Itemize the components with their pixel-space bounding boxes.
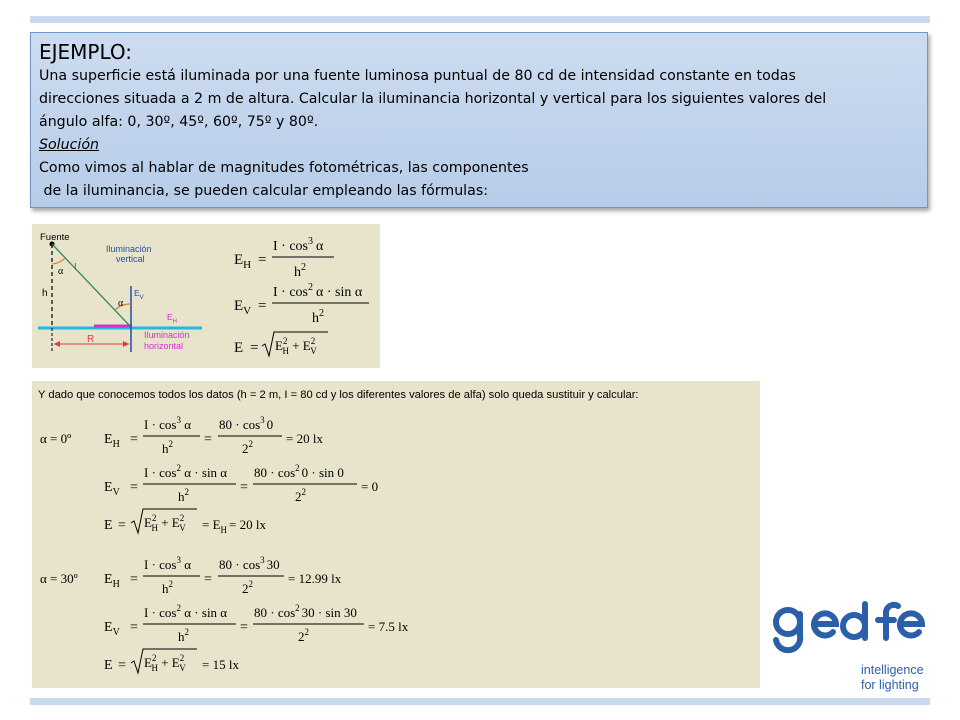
alpha-label-target: α (118, 298, 124, 309)
svg-text:=: = (130, 620, 138, 635)
vertical-label-2: vertical (116, 254, 145, 264)
source-label: Fuente (40, 232, 70, 243)
svg-text:80 · cos330: $80 \cdot \cos^3 30$ (219, 555, 280, 572)
problem-line-1: Una superficie está iluminada por una fuente luminosa puntual de 80 cd de intensidad constante en todas (39, 68, 796, 84)
svg-text:EV: $E_V$ (104, 480, 120, 498)
svg-text:h2: $h^2$ (294, 262, 306, 280)
case1-e (104, 509, 266, 535)
example-title: EJEMPLO: (39, 40, 133, 64)
svg-text:=: = (118, 658, 126, 673)
calculation-svg (32, 381, 760, 688)
problem-line-2: direcciones situada a 2 m de altura. Calcular la iluminancia horizontal y vertical para los siguientes valores del (39, 91, 827, 107)
svg-text:I · cos3α: $I \cdot \cos^3 \alpha$ (273, 236, 324, 254)
case2-e (104, 649, 239, 673)
solution-line-1: Como vimos al hablar de magnitudes fotométricas, las componentes (39, 160, 529, 176)
svg-text:h2: $h^2$ (162, 439, 173, 456)
svg-text:E2H + E2V: $E^2$ $H + E^2$ V (144, 653, 186, 673)
formula-e (234, 332, 328, 356)
svg-text:= 0: = 0 (361, 479, 379, 494)
case1-eh (104, 415, 323, 456)
svg-text:h2: $h^2$ (178, 627, 189, 644)
case2-eh (104, 555, 342, 596)
case1-ev (104, 463, 378, 504)
gedfe-logo (770, 600, 930, 695)
bottom-decor-bar (30, 698, 930, 705)
svg-text:E2H + E2V: $E^2$ $H + E^2$ V (275, 336, 317, 356)
formula-eh (234, 236, 334, 280)
svg-text:22: $2^2$ (242, 439, 253, 456)
svg-text:= EH= 20 lx: = $E_H = 20$ lx (202, 517, 266, 535)
svg-text:h2: $h^2$ (162, 579, 173, 596)
problem-line-3: ángulo alfa: 0, 30º, 45º, 60º, 75º y 80º. (39, 114, 319, 130)
solution-label: Solución (39, 137, 100, 153)
svg-text:I · cos3 α: $I \cdot \cos^3 \alpha$ (144, 555, 192, 572)
top-decor-bar (30, 16, 930, 23)
alpha-arc-top (52, 258, 65, 264)
svg-text:I · cos2 α · sin α: $I \cdot \cos^2 \alpha \cdot \sin \alpha$ (144, 463, 228, 480)
svg-text:80 · cos30: $80 \cdot \cos^3 0$ (219, 415, 274, 432)
svg-text:=: = (204, 572, 212, 587)
logo-tagline-1: intelligence (861, 663, 924, 677)
logo-tagline-2: for lighting (861, 678, 919, 692)
case1-label: α = 0º (40, 431, 72, 446)
solution-line-2: de la iluminancia, se pueden calcular empleando las fórmulas: (39, 183, 488, 199)
svg-text:=: = (130, 572, 138, 587)
svg-text:= 12.99 lx: = 12.99 lx (288, 571, 342, 586)
svg-text:22: $2^2$ (242, 579, 253, 596)
svg-text:=: = (130, 432, 138, 447)
svg-text:E2H + E2V: $E^2$ $H + E^2$ V (144, 513, 186, 533)
svg-text:=: = (240, 480, 248, 495)
svg-text:=: = (240, 620, 248, 635)
illuminance-diagram (32, 224, 380, 368)
svg-text:22: $2^2$ (295, 487, 306, 504)
horizontal-label-2: horizontal (144, 341, 184, 351)
svg-text:= 7.5 lx: = 7.5 lx (368, 619, 409, 634)
svg-text:= 20 lx: = 20 lx (286, 431, 323, 446)
svg-text:=: = (118, 518, 126, 533)
ev-label: $E_V$ (134, 288, 144, 301)
svg-text:EV: $E_V$ (104, 620, 120, 638)
calculation-panel (32, 381, 760, 688)
gedfe-wordmark-logo (770, 600, 930, 662)
formula-ev (234, 282, 369, 326)
svg-text:=: = (258, 252, 267, 268)
case2-ev (104, 603, 409, 644)
intensity-label: I (74, 262, 77, 273)
svg-text:h2: $h^2$ (178, 487, 189, 504)
svg-text:E: E (104, 518, 113, 533)
r-arrow-head-left (54, 341, 60, 347)
svg-text:h2: $h^2$ (312, 308, 324, 326)
calc-intro: Y dado que conocemos todos los datos (h = 2 m, I = 80 cd y los diferentes valores de alfa) solo queda sustituir y calcular: (38, 389, 639, 401)
svg-text:22: $2^2$ (298, 627, 309, 644)
diagram-formula-panel (32, 224, 380, 368)
svg-text:80 · cos20 · sin 0: $80 \cdot \cos^2 0 \cdot \sin 0$ (254, 463, 344, 480)
horizontal-label-1: Iluminación (144, 330, 190, 340)
svg-text:EH: $E_H$ (234, 252, 252, 271)
svg-text:I · cos2 α · sin α: $I \cdot \cos^2 \alpha \cdot \sin \alpha$ (144, 603, 228, 620)
svg-text:=: = (204, 432, 212, 447)
example-box (30, 32, 928, 208)
svg-text:EH: $E_H$ (104, 572, 120, 590)
svg-text:= 15 lx: = 15 lx (202, 657, 239, 672)
vertical-label-1: Iluminación (106, 244, 152, 254)
height-label: h (42, 288, 48, 299)
svg-text:EH: $E_H$ (104, 432, 120, 450)
svg-text:E: E (104, 658, 113, 673)
svg-text:EV: $E_V$ (234, 298, 252, 317)
svg-text:=: = (258, 298, 267, 314)
eh-label: $E_H$ (167, 312, 178, 325)
case2-label: α = 30º (40, 571, 78, 586)
svg-text:=: = (250, 340, 259, 356)
svg-text:I · cos2α · sin α: $I \cdot \cos^2 \alpha \cdot \sin \alpha$ (273, 282, 363, 300)
svg-text:80 · cos230 · sin 30: $80 \cdot \cos^2 30 \cdot \sin 30$ (254, 603, 357, 620)
r-label: R (87, 334, 95, 345)
svg-text:=: = (130, 480, 138, 495)
r-arrow-head-right (123, 341, 129, 347)
alpha-label-top: α (58, 266, 64, 277)
svg-text:E: E (234, 340, 244, 356)
svg-text:I · cos3 α: $I \cdot \cos^3 \alpha$ (144, 415, 192, 432)
